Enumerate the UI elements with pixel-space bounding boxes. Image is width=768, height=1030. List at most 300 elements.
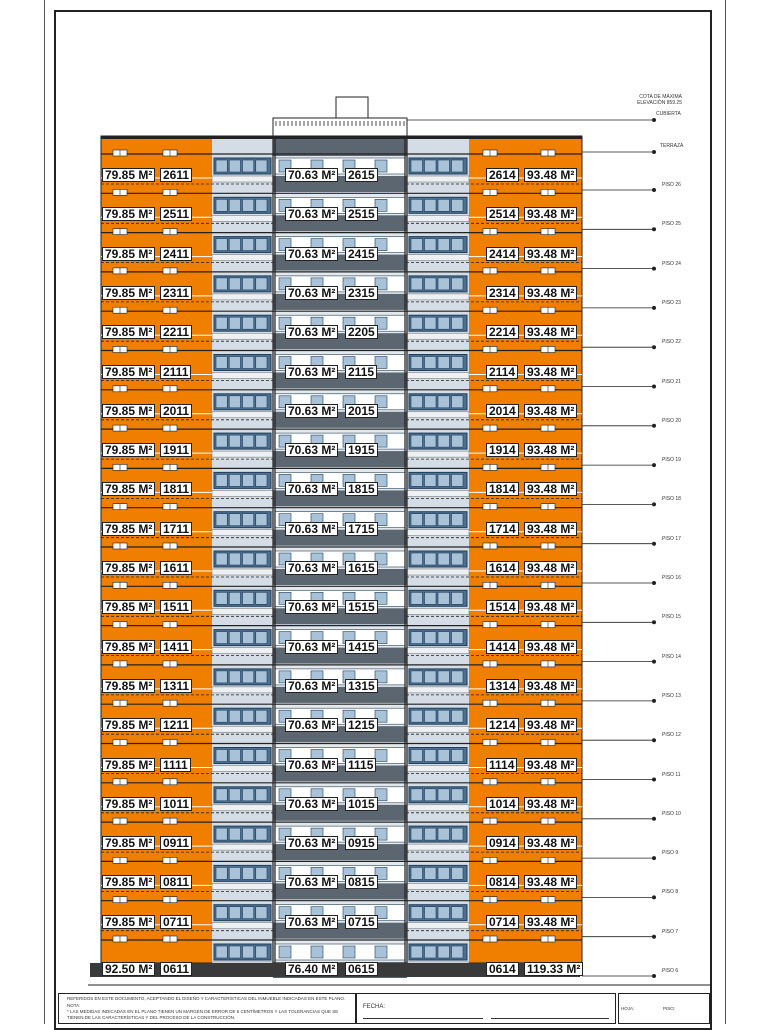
spandrel-panel [407, 373, 469, 379]
window-pane [425, 553, 437, 565]
window-pane [216, 239, 227, 251]
window-pane [243, 317, 254, 329]
area-label-center: 70.63 M² [285, 404, 338, 418]
window-pane [411, 907, 423, 919]
area-label-east: 93.48 M² [524, 718, 577, 732]
unit-number-west: 1111 [160, 758, 191, 772]
window-pane [411, 867, 423, 879]
area-label-east: 93.48 M² [524, 758, 577, 772]
window-pane [243, 592, 254, 604]
window-pane [452, 632, 464, 644]
window-pane [216, 710, 227, 722]
spandrel-panel [407, 766, 469, 772]
window-pane [229, 710, 240, 722]
spandrel-panel [212, 726, 273, 732]
area-label-west: 79.85 M² [102, 365, 155, 379]
window-pane [256, 160, 267, 172]
spandrel-panel [407, 608, 469, 614]
window-pane [243, 907, 254, 919]
window-pane [256, 553, 267, 565]
area-label-east: 93.48 M² [524, 915, 577, 929]
window-pane [216, 907, 227, 919]
unit-number-center: 1615 [345, 561, 378, 575]
window-pane [452, 710, 464, 722]
window-pane [216, 828, 227, 840]
window-pane [438, 514, 450, 526]
unit-number-center: 1115 [345, 758, 376, 772]
area-label-west: 79.85 M² [102, 600, 155, 614]
unit-number-east: 1414 [486, 640, 519, 654]
area-label-west: 79.85 M² [102, 286, 155, 300]
window-pane [438, 474, 450, 486]
unit-number-center: 1915 [345, 443, 378, 457]
window-pane [229, 553, 240, 565]
spandrel-panel [407, 294, 469, 300]
spandrel-panel [212, 215, 273, 221]
window-pane [425, 828, 437, 840]
window-pane [411, 632, 423, 644]
spandrel-panel [212, 451, 273, 457]
unit-number-west: 1911 [160, 443, 192, 457]
window-pane [425, 160, 437, 172]
spandrel-panel [212, 883, 273, 889]
window-pane [452, 907, 464, 919]
window-pane [243, 710, 254, 722]
level-label: PISO 11 [662, 771, 681, 778]
area-label-west: 79.85 M² [102, 718, 155, 732]
window-pane [438, 357, 450, 369]
level-marker-dot [652, 581, 656, 585]
window-pane [243, 396, 254, 408]
window-pane [229, 396, 240, 408]
window-pane [256, 946, 267, 958]
level-marker-dot [652, 463, 656, 467]
spandrel-panel [407, 805, 469, 811]
window-pane [243, 750, 254, 762]
unit-number-east: 1314 [486, 679, 519, 693]
window-pane [243, 553, 254, 565]
level-label: PISO 26 [662, 182, 681, 188]
window-pane [256, 828, 267, 840]
window-pane [411, 750, 423, 762]
window-pane [425, 671, 437, 683]
area-label-west: 79.85 M² [102, 679, 155, 693]
window-pane [229, 514, 240, 526]
notes-box [58, 993, 356, 1024]
unit-number-east: 1114 [486, 758, 517, 772]
unit-number-west: 1611 [160, 561, 192, 575]
area-label-center: 70.63 M² [285, 325, 338, 339]
unit-number-east: 1014 [486, 797, 519, 811]
unit-number-east: 1714 [486, 522, 519, 536]
level-marker-dot [652, 385, 656, 389]
level-marker-dot [652, 188, 656, 192]
unit-number-east: 2514 [486, 207, 519, 221]
window-pane [411, 789, 423, 801]
window-pane [411, 710, 423, 722]
max-elevation-heading [600, 94, 682, 106]
level-marker-dot [652, 267, 656, 271]
window-pane [425, 632, 437, 644]
spandrel-panel [407, 883, 469, 889]
window-pane [425, 710, 437, 722]
window-pane [229, 632, 240, 644]
window-pane [243, 160, 254, 172]
window-pane [243, 632, 254, 644]
window-pane [216, 946, 227, 958]
unit-number-west: 1211 [160, 718, 192, 732]
area-label-center: 70.63 M² [285, 522, 338, 536]
unit-number-west: 2611 [160, 168, 192, 182]
area-label-east: 93.48 M² [524, 443, 577, 457]
unit-number-west: 0711 [160, 915, 192, 929]
level-marker-dot [652, 738, 656, 742]
window-pane [216, 474, 227, 486]
level-marker-dot [652, 895, 656, 899]
level-label: PISO 23 [662, 299, 681, 306]
window-pane [256, 671, 267, 683]
spandrel-panel [407, 333, 469, 339]
spandrel-panel [212, 333, 273, 339]
window-pane [256, 867, 267, 879]
window-pane [411, 396, 423, 408]
unit-number-west: 1511 [160, 600, 192, 614]
window-pane [452, 789, 464, 801]
window-pane [216, 867, 227, 879]
window-pane [452, 514, 464, 526]
level-marker-dot [652, 660, 656, 664]
area-label-east: 93.48 M² [524, 325, 577, 339]
fecha-line [363, 1018, 483, 1019]
unit-number-west: 2411 [160, 247, 192, 261]
window-pane [425, 946, 437, 958]
window-pane [425, 357, 437, 369]
unit-number-west: 1011 [160, 797, 192, 811]
window-pane [229, 592, 240, 604]
unit-number-west: 1811 [160, 482, 192, 496]
level-label: PISO 18 [662, 496, 681, 503]
window-pane [438, 160, 450, 172]
window-pane [438, 710, 450, 722]
unit-number-east: 1614 [486, 561, 519, 575]
window-pane [411, 671, 423, 683]
spandrel-panel [407, 530, 469, 536]
spandrel-panel [212, 373, 273, 379]
window-pane [452, 553, 464, 565]
window-pane [256, 278, 267, 290]
area-label-center: 70.63 M² [285, 718, 338, 732]
window-pane [229, 317, 240, 329]
unit-number-center: 0915 [345, 836, 378, 850]
window-pane [425, 867, 437, 879]
window-pane [438, 907, 450, 919]
sheet-info-box [618, 993, 710, 1024]
area-label-east: 119.33 M² [524, 962, 583, 976]
area-label-east: 93.48 M² [524, 168, 577, 182]
window-pane [216, 789, 227, 801]
level-label: PISO 22 [662, 339, 681, 346]
area-label-center: 70.63 M² [285, 365, 338, 379]
window-pane [243, 671, 254, 683]
area-label-east: 93.48 M² [524, 600, 577, 614]
area-label-center: 70.63 M² [285, 915, 338, 929]
unit-number-center: 1315 [345, 679, 378, 693]
spandrel-panel [407, 451, 469, 457]
level-label: PISO 12 [662, 732, 681, 739]
spandrel-panel [407, 569, 469, 575]
spandrel-panel [212, 530, 273, 536]
unit-number-center: 2615 [345, 168, 378, 182]
area-label-east: 93.48 M² [524, 207, 577, 221]
level-marker-dot [652, 227, 656, 231]
window-pane [229, 789, 240, 801]
spandrel-panel [407, 412, 469, 418]
area-label-west: 79.85 M² [102, 482, 155, 496]
unit-number-center: 1215 [345, 718, 378, 732]
spandrel-panel [212, 569, 273, 575]
unit-number-east: 2014 [486, 404, 519, 418]
level-label: PISO 15 [662, 614, 681, 621]
window-pane [243, 278, 254, 290]
level-marker-dot [652, 424, 656, 428]
window-pane [243, 789, 254, 801]
max-elevation-line2: ELEVACIÓN 859.25 [637, 100, 682, 106]
area-label-east: 93.48 M² [524, 286, 577, 300]
window-pane [411, 278, 423, 290]
area-label-west: 79.85 M² [102, 325, 155, 339]
area-label-center: 70.63 M² [285, 482, 338, 496]
unit-number-center: 2315 [345, 286, 378, 300]
window-pane [243, 514, 254, 526]
window-pane [438, 632, 450, 644]
area-label-east: 93.48 M² [524, 875, 577, 889]
window-pane [425, 199, 437, 211]
window-pane [452, 317, 464, 329]
area-label-center: 70.63 M² [285, 600, 338, 614]
window-pane [229, 357, 240, 369]
level-marker-dot [652, 345, 656, 349]
spandrel-panel [407, 255, 469, 261]
spandrel-panel [407, 923, 469, 929]
window-pane [216, 435, 227, 447]
area-label-west: 92.50 M² [102, 962, 155, 976]
window-pane [438, 317, 450, 329]
window-pane [256, 592, 267, 604]
fecha-label: FECHA: [363, 1004, 386, 1010]
area-label-west: 79.85 M² [102, 207, 155, 221]
level-marker-dot [652, 150, 656, 154]
level-marker-dot [652, 620, 656, 624]
window-pane [425, 317, 437, 329]
window-pane [438, 592, 450, 604]
area-label-east: 93.48 M² [524, 482, 577, 496]
level-label: PISO 24 [662, 260, 681, 267]
area-label-center: 70.63 M² [285, 207, 338, 221]
level-marker-dot [652, 817, 656, 821]
window-pane [229, 239, 240, 251]
unit-number-east: 1914 [486, 443, 519, 457]
window-pane [229, 867, 240, 879]
spandrel-panel [407, 176, 469, 182]
window-pane [229, 828, 240, 840]
window-pane [438, 946, 450, 958]
window-pane [216, 750, 227, 762]
unit-number-east: 2214 [486, 325, 519, 339]
window-pane [243, 239, 254, 251]
unit-number-center: 1715 [345, 522, 378, 536]
window-pane [256, 710, 267, 722]
unit-number-west: 2111 [160, 365, 191, 379]
unit-number-west: 2211 [160, 325, 192, 339]
area-label-west: 79.85 M² [102, 168, 155, 182]
area-label-center: 70.63 M² [285, 640, 338, 654]
window-pane [229, 907, 240, 919]
area-label-west: 79.85 M² [102, 836, 155, 850]
area-label-west: 79.85 M² [102, 404, 155, 418]
spandrel-panel [407, 490, 469, 496]
window-pane [452, 828, 464, 840]
window-pane [452, 357, 464, 369]
unit-number-center: 2205 [345, 325, 378, 339]
window-pane [256, 435, 267, 447]
unit-number-center: 1015 [345, 797, 378, 811]
level-marker-dot [652, 935, 656, 939]
window-pane [438, 553, 450, 565]
window-pane [243, 199, 254, 211]
window-pane [411, 239, 423, 251]
unit-number-center: 2115 [345, 365, 377, 379]
area-label-east: 93.48 M² [524, 836, 577, 850]
unit-number-center: 1515 [345, 600, 378, 614]
level-label: PISO 17 [662, 535, 681, 542]
window-pane [438, 671, 450, 683]
central-window-pane [375, 750, 387, 762]
level-terraza: TERRAZA [660, 143, 684, 149]
area-label-center: 70.63 M² [285, 875, 338, 889]
window-pane [452, 671, 464, 683]
window-pane [411, 946, 423, 958]
central-window-pane [279, 946, 291, 958]
window-pane [256, 199, 267, 211]
level-marker-dot [652, 856, 656, 860]
area-label-west: 79.85 M² [102, 875, 155, 889]
level-label: PISO 6 [662, 968, 679, 974]
area-label-center: 70.63 M² [285, 758, 338, 772]
unit-number-center: 1415 [345, 640, 378, 654]
area-label-center: 70.63 M² [285, 561, 338, 575]
window-pane [216, 671, 227, 683]
spandrel-panel [212, 608, 273, 614]
window-pane [425, 435, 437, 447]
window-pane [216, 632, 227, 644]
unit-number-center: 0815 [345, 875, 378, 889]
window-pane [216, 514, 227, 526]
area-label-west: 79.85 M² [102, 522, 155, 536]
level-label: PISO 13 [662, 692, 681, 699]
spandrel-panel [212, 255, 273, 261]
unit-number-center: 0615 [345, 962, 378, 976]
window-pane [256, 632, 267, 644]
area-label-east: 93.48 M² [524, 404, 577, 418]
spandrel-panel [212, 294, 273, 300]
window-pane [411, 317, 423, 329]
level-label: PISO 10 [662, 810, 681, 817]
roof-stair-box [336, 97, 368, 119]
window-pane [411, 592, 423, 604]
area-label-east: 93.48 M² [524, 247, 577, 261]
window-pane [243, 828, 254, 840]
unit-number-east: 2614 [486, 168, 519, 182]
window-pane [229, 278, 240, 290]
window-pane [452, 160, 464, 172]
level-label: PISO 9 [662, 850, 679, 857]
window-pane [229, 671, 240, 683]
area-label-center: 70.63 M² [285, 797, 338, 811]
unit-number-west: 1411 [160, 640, 192, 654]
window-pane [216, 278, 227, 290]
area-label-west: 79.85 M² [102, 247, 155, 261]
window-pane [216, 317, 227, 329]
unit-number-west: 1711 [160, 522, 192, 536]
window-pane [438, 435, 450, 447]
unit-number-east: 2314 [486, 286, 519, 300]
level-marker-dot [652, 118, 656, 122]
level-label: PISO 21 [662, 378, 681, 385]
window-pane [425, 789, 437, 801]
spandrel-panel [212, 923, 273, 929]
window-pane [452, 750, 464, 762]
area-label-west: 79.85 M² [102, 443, 155, 457]
window-pane [425, 514, 437, 526]
window-pane [256, 396, 267, 408]
window-pane [452, 278, 464, 290]
window-pane [256, 239, 267, 251]
spandrel-panel [212, 766, 273, 772]
window-pane [256, 474, 267, 486]
window-pane [216, 199, 227, 211]
unit-number-center: 2015 [345, 404, 378, 418]
sheet-label-b: PISO: [663, 1006, 676, 1011]
area-label-east: 93.48 M² [524, 365, 577, 379]
area-label-east: 93.48 M² [524, 640, 577, 654]
note-body: * LAS MEDIDAS INDICADAS EN EL PLANO TIENEN UN MARGEN DE ERROR DE 5 CENTÍMETROS Y LAS TOLERANCIAS QUE SE TIENEN DE LAS CARACTERÍSTICAS Y DEL PROCESO DE LA CONSTRUCCIÓN. [67, 1009, 339, 1020]
window-pane [229, 199, 240, 211]
window-pane [438, 239, 450, 251]
area-label-center: 70.63 M² [285, 836, 338, 850]
unit-number-west: 0611 [160, 962, 192, 976]
window-pane [438, 396, 450, 408]
unit-number-center: 2415 [345, 247, 378, 261]
window-pane [216, 357, 227, 369]
window-pane [452, 435, 464, 447]
level-label: PISO 16 [662, 575, 681, 581]
level-marker-dot [652, 542, 656, 546]
window-pane [452, 396, 464, 408]
window-pane [425, 592, 437, 604]
unit-number-center: 1815 [345, 482, 378, 496]
spandrel-panel [407, 844, 469, 850]
window-pane [229, 946, 240, 958]
note-lead: REFERIDOS EN ESTE DOCUMENTO, ACEPTANDO EL DISEÑO Y CARACTERÍSTICAS DEL INMUEBLE INDICADAS EN ESTE PLANO. [67, 996, 346, 1001]
area-label-center: 70.63 M² [285, 286, 338, 300]
unit-number-center: 0715 [345, 915, 378, 929]
level-marker-dot [652, 974, 656, 978]
window-pane [216, 553, 227, 565]
note-title: NOTA: [67, 1003, 81, 1008]
level-label: PISO 7 [662, 928, 679, 935]
window-pane [411, 435, 423, 447]
window-pane [411, 553, 423, 565]
